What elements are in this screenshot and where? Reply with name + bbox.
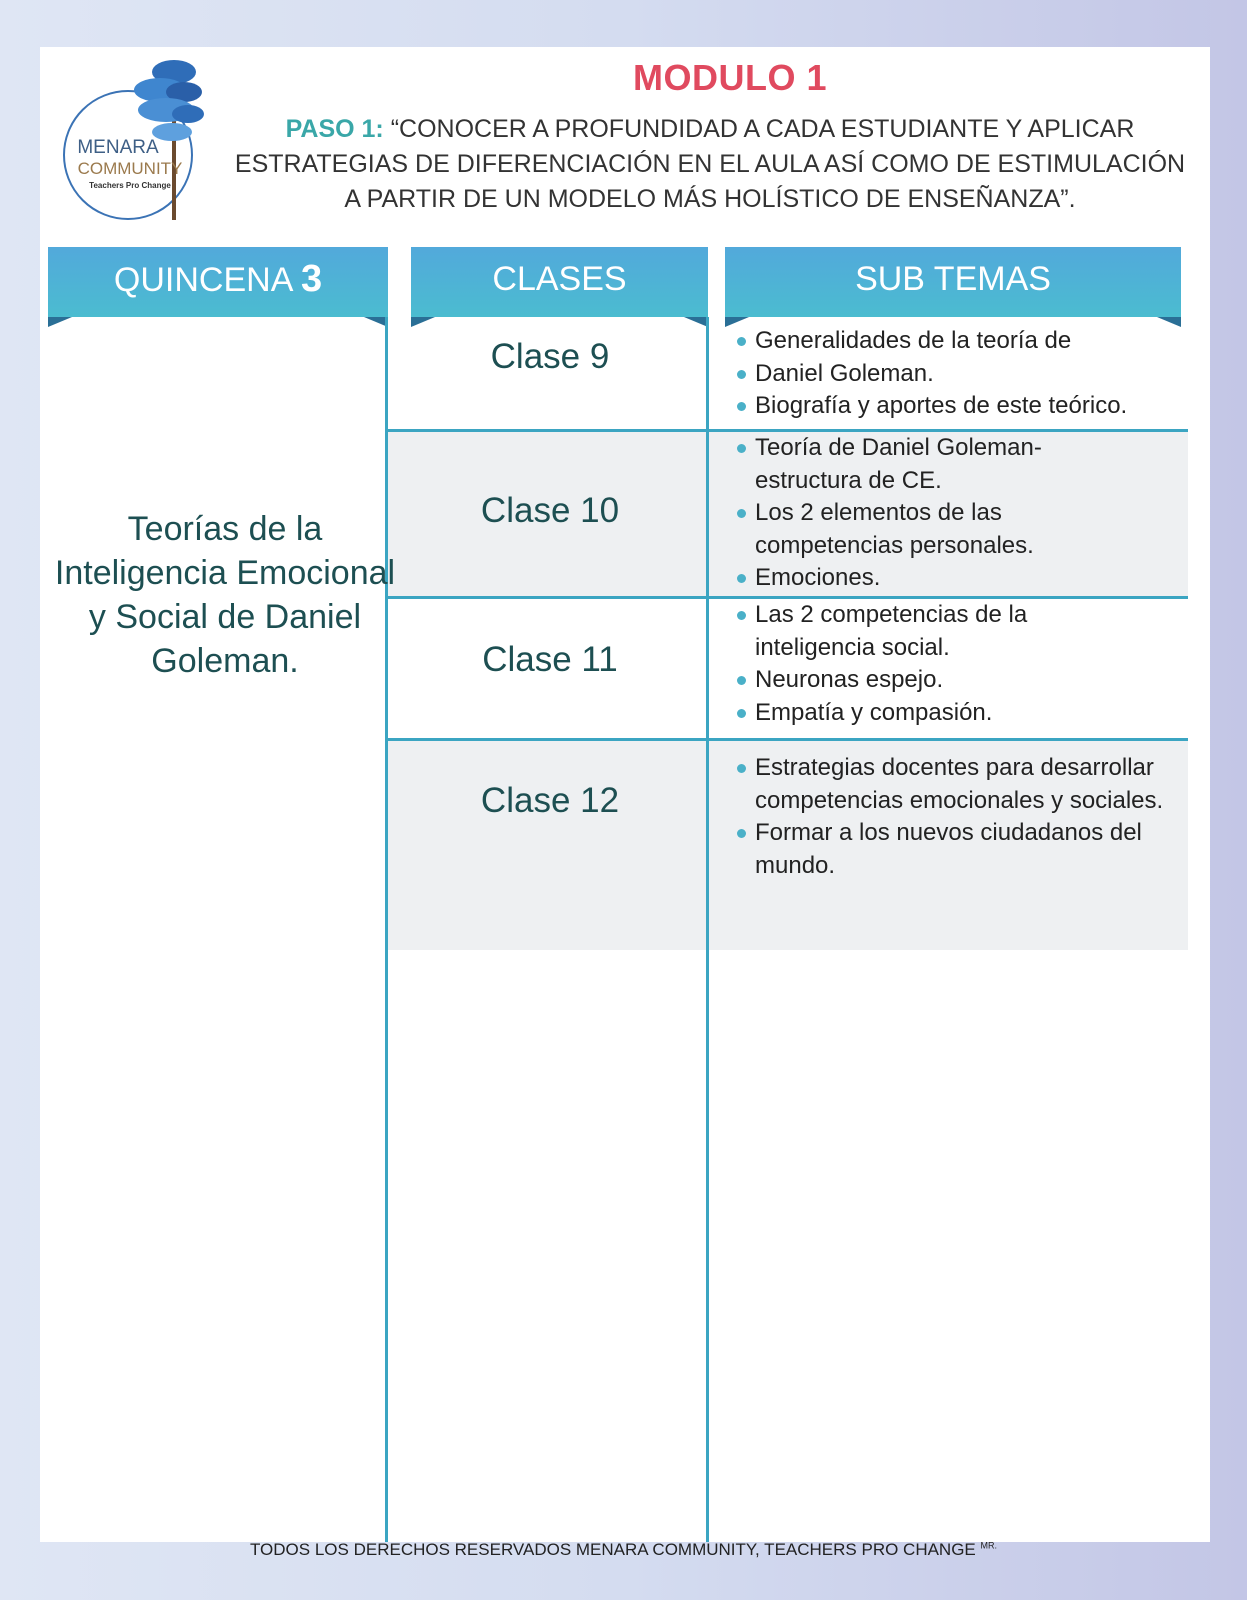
menara-community-logo (56, 52, 206, 227)
list-item: Empatía y compasión. (735, 697, 1080, 730)
list-item: Teoría de Daniel Goleman- estructura de CE. (735, 432, 1080, 497)
list-item: Generalidades de la teoría de (735, 325, 1195, 358)
clase-9-subtopics (735, 325, 1195, 423)
list-item: Neuronas espejo. (735, 664, 1080, 697)
clase-11-label: Clase 11 (482, 640, 618, 679)
footer-text: TODOS LOS DERECHOS RESERVADOS MENARA COMMUNITY, TEACHERS PRO CHANGE (249, 1540, 976, 1559)
ribbon-fold-left (411, 317, 435, 327)
module-title: MODULO 1 (632, 57, 827, 98)
clase-10-label: Clase 10 (480, 491, 620, 530)
ribbon-fold-right (684, 317, 708, 327)
clase-9-label: Clase 9 (490, 337, 610, 376)
footer-mark: MR. (980, 1540, 998, 1551)
subtemas-header-label: SUB TEMAS (725, 247, 1181, 317)
quincena-header (48, 247, 388, 332)
logo-tagline: Teachers Pro Change (89, 181, 171, 190)
clases-header (411, 247, 708, 332)
paso-label: PASO 1: (285, 115, 384, 143)
list-item: Daniel Goleman. (735, 358, 1195, 391)
paso-text: “CONOCER A PROFUNDIDAD A CADA ESTUDIANTE Y APLICAR ESTRATEGIAS DE DIFERENCIACIÓN EN EL AULA ASÍ COMO DE ESTIMULACIÓN A PARTIR DE UN MODELO MÁS HOLÍSTICO DE ENSEÑANZA”. (234, 115, 1186, 213)
footer-copyright (0, 1540, 1247, 1560)
divider-quincena-clases (385, 317, 388, 1542)
clase-12-subtopics (735, 752, 1165, 882)
list-item: Formar a los nuevos ciudadanos del mundo. (735, 817, 1165, 882)
quincena-topic: Teorías de la Inteligencia Emocional y Social de Daniel Goleman. (54, 510, 396, 680)
clase-12-label: Clase 12 (480, 781, 620, 820)
quincena-label: QUINCENA (113, 261, 292, 299)
list-item: Estrategias docentes para desarrollar competencias emocionales y sociales. (735, 752, 1165, 817)
quincena-number: 3 (300, 258, 323, 300)
paso-statement (230, 112, 1190, 217)
clases-header-label: CLASES (411, 247, 708, 317)
row-divider-3 (387, 738, 1188, 741)
subtemas-header (725, 247, 1181, 332)
ribbon-fold-left (48, 317, 72, 327)
clase-11-subtopics (735, 599, 1080, 729)
clase-10-subtopics (735, 432, 1080, 595)
list-item: Los 2 elementos de las competencias personales. (735, 497, 1080, 562)
logo-line1: MENARA (77, 137, 159, 158)
logo-line2: COMMUNITY (77, 159, 183, 178)
list-item: Biografía y aportes de este teórico. (735, 390, 1195, 423)
page (40, 47, 1210, 1542)
list-item: Emociones. (735, 562, 1080, 595)
list-item: Las 2 competencias de la inteligencia social. (735, 599, 1080, 664)
